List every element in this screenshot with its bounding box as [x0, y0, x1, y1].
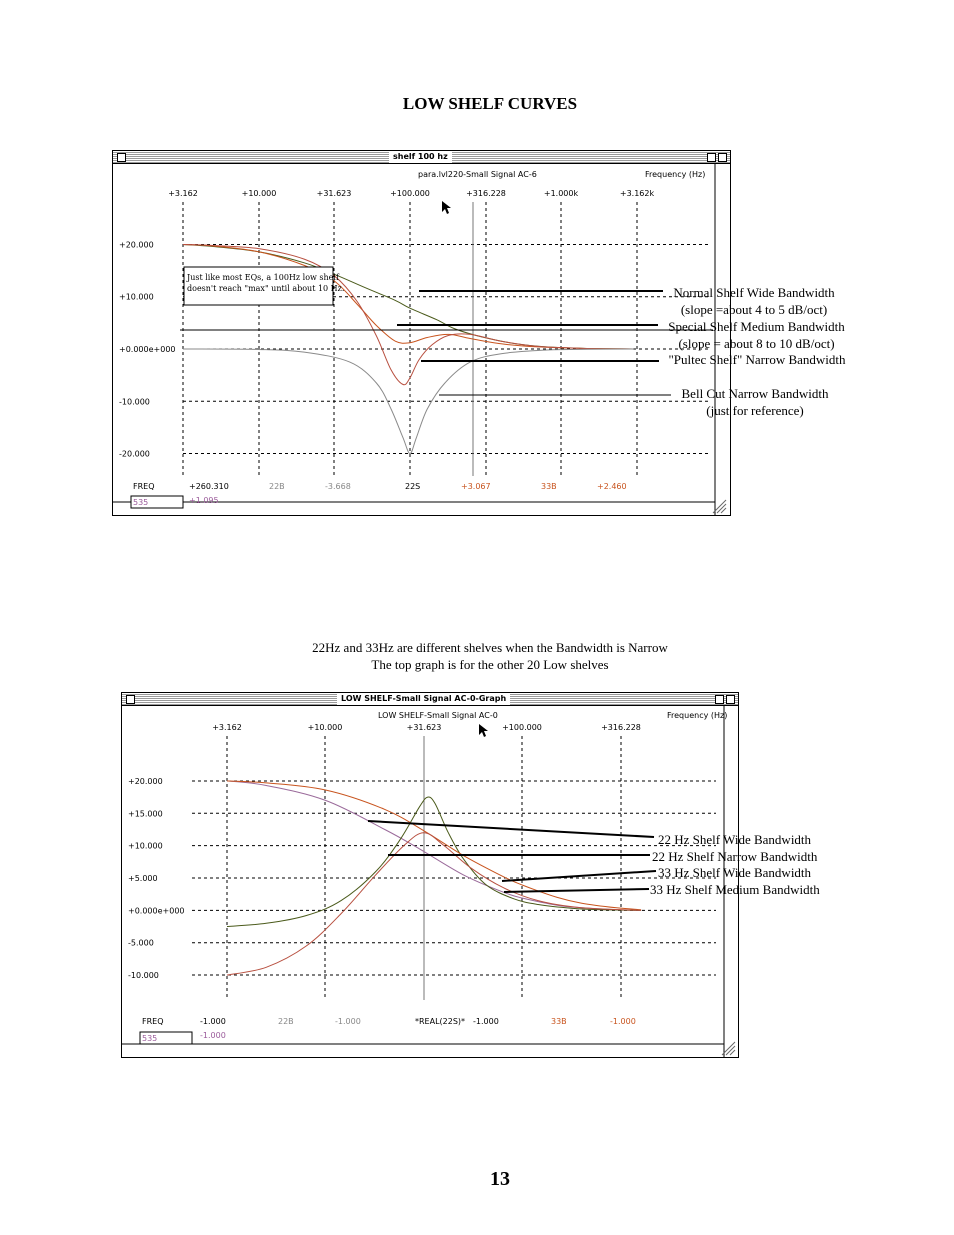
footer-readout: *REAL(22S)*: [415, 1017, 466, 1026]
annotation-pultec-shelf: "Pultec Shelf" Narrow Bandwidth: [668, 352, 846, 367]
x-tick-label: +316.228: [466, 189, 506, 198]
plot-background: [122, 706, 738, 1057]
chart-plot-1: [113, 164, 730, 515]
zoom-box[interactable]: [707, 153, 716, 162]
freq-input-value: 535: [133, 498, 149, 507]
x-tick-label: +10.000: [241, 189, 277, 198]
annotation-4: [675, 385, 835, 419]
caption-line-1: 22Hz and 33Hz are different shelves when the Bandwidth is Narrow: [312, 640, 668, 655]
annotation-2: [660, 318, 853, 352]
window-title: LOW SHELF-Small Signal AC-0-Graph: [337, 693, 510, 705]
chart-subtitle: para.lvl220-Small Signal AC-6: [418, 170, 537, 179]
footer-readout: -1.000: [335, 1017, 361, 1026]
x-tick-label: +100.000: [390, 189, 430, 198]
note-line-1: Just like most EQs, a 100Hz low shelf: [187, 273, 339, 282]
graph-window-low-shelf[interactable]: [121, 692, 820, 1058]
footer-readout: 33B: [541, 482, 557, 491]
y-tick-label: +10.000: [128, 841, 163, 851]
annotation-special-shelf: Special Shelf Medium Bandwidth: [668, 319, 845, 334]
chart-subtitle: LOW SHELF-Small Signal AC-0: [378, 711, 498, 720]
caption-line-2: The top graph is for the other 20 Low shelves: [371, 657, 609, 672]
y-tick-label: -20.000: [119, 449, 150, 459]
page-title: LOW SHELF CURVES: [402, 94, 578, 113]
footer-readout: -1.000: [473, 1017, 499, 1026]
close-box[interactable]: [126, 695, 135, 704]
freq-label: FREQ: [142, 1017, 164, 1026]
freq-input-value: 535: [142, 1034, 158, 1043]
y-tick-label: +5.000: [128, 874, 158, 883]
x-tick-label: +3.162: [212, 723, 242, 732]
annotation-1: [669, 284, 839, 318]
y-tick-label: +15.000: [128, 809, 163, 819]
annotation-33hz-wide: 33 Hz Shelf Wide Bandwidth: [658, 865, 812, 880]
collapse-box[interactable]: [718, 153, 727, 162]
caption: [0, 639, 954, 673]
annotation-3: [661, 351, 853, 368]
footer-readout: -3.668: [325, 482, 351, 491]
x-axis-label: Frequency (Hz): [667, 711, 728, 720]
page-number: 13: [490, 1168, 510, 1190]
footer-readout: +260.310: [189, 482, 229, 491]
y-tick-label: +20.000: [119, 240, 154, 250]
x-tick-label: +10.000: [307, 723, 343, 732]
freq-label: FREQ: [133, 482, 155, 491]
sub-readout: -1.000: [200, 1031, 226, 1040]
footer-readout: +3.067: [461, 482, 491, 491]
y-tick-label: +10.000: [119, 292, 154, 302]
close-box[interactable]: [117, 153, 126, 162]
chart-plot-2: [122, 706, 738, 1057]
x-tick-label: +31.623: [406, 723, 442, 732]
window-title: shelf 100 hz: [389, 151, 452, 163]
footer-readout: 22B: [269, 482, 285, 491]
x-tick-label: +3.162: [168, 189, 198, 198]
y-tick-label: +0.000e+000: [128, 906, 185, 916]
y-tick-label: -10.000: [119, 397, 150, 407]
x-tick-label: +3.162k: [619, 189, 655, 198]
graph-window-shelf-100hz[interactable]: [112, 150, 846, 516]
footer-readout: 33B: [551, 1017, 567, 1026]
x-tick-label: +31.623: [316, 189, 352, 198]
x-tick-label: +316.228: [601, 723, 641, 732]
annotation-22hz-narrow: 22 Hz Shelf Narrow Bandwidth: [652, 849, 818, 864]
y-tick-label: +20.000: [128, 776, 163, 786]
y-tick-label: +0.000e+000: [119, 345, 176, 354]
annotation-normal-shelf: Normal Shelf Wide Bandwidth: [673, 285, 835, 300]
footer-readout: +2.460: [597, 482, 627, 491]
zoom-box[interactable]: [715, 695, 724, 704]
footer-readout: 22B: [278, 1017, 294, 1026]
collapse-box[interactable]: [726, 695, 735, 704]
annotation-special-shelf-slope: (slope = about 8 to 10 dB/oct): [678, 336, 835, 351]
annotation-bell-cut-ref: (just for reference): [706, 403, 804, 418]
annotation-33hz-medium: 33 Hz Shelf Medium Bandwidth: [650, 882, 820, 897]
annotation-normal-shelf-slope: (slope =about 4 to 5 dB/oct): [680, 302, 828, 317]
x-axis-label: Frequency (Hz): [645, 170, 706, 179]
y-tick-label: -10.000: [128, 971, 159, 981]
x-tick-label: +1.000k: [543, 189, 579, 198]
sub-readout: +1.095: [189, 496, 219, 505]
footer-readout: 22S: [405, 482, 421, 491]
y-tick-label: -5.000: [128, 938, 154, 948]
note-line-2: doesn't reach "max" until about 10 Hz.: [187, 284, 345, 293]
footer-readout: -1.000: [610, 1017, 636, 1026]
x-tick-label: +100.000: [502, 723, 542, 732]
footer-readout: -1.000: [200, 1017, 226, 1026]
annotation-bell-cut: Bell Cut Narrow Bandwidth: [681, 386, 829, 401]
annotation-22hz-wide: 22 Hz Shelf Wide Bandwidth: [658, 832, 812, 847]
